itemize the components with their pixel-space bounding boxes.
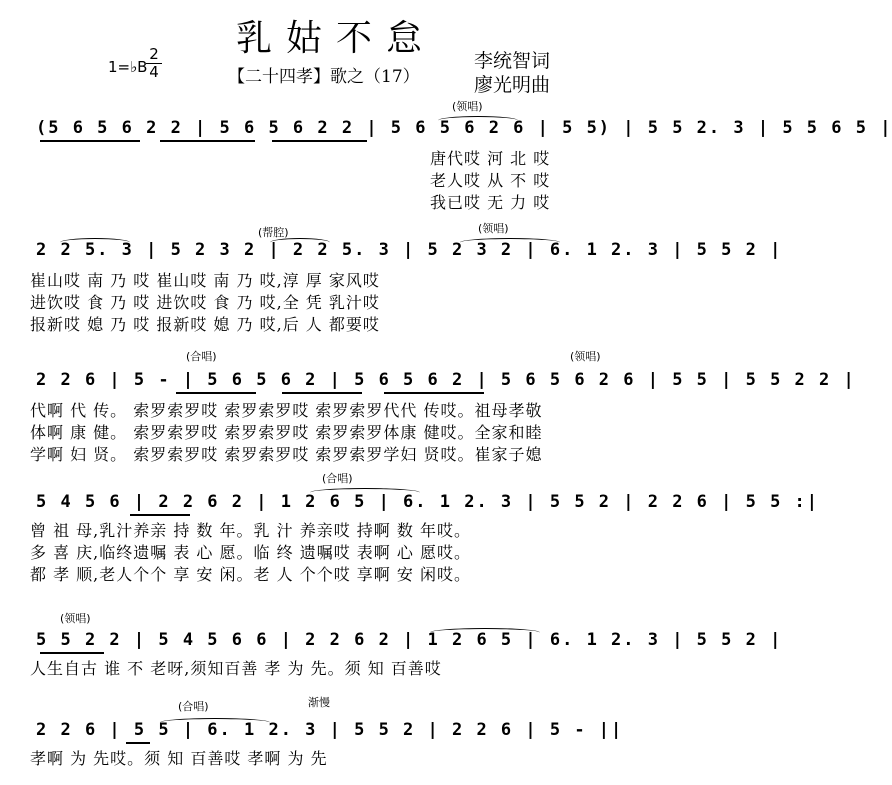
lyric-verse-1: 唐代哎 河 北 哎 [430, 149, 551, 168]
beam [282, 392, 362, 394]
subtitle: 【二十四孝】歌之（17） [228, 67, 420, 87]
cue-label: (合唱) [322, 472, 353, 485]
notation-line: 5 4 5 6 | 2 2 6 2 | 1 2 6 5 | 6. 1 2. 3 | 5 5 2 | 2 2 6 | 5 5 :| [36, 492, 820, 512]
lyric-verse-3: 我已哎 无 力 哎 [430, 193, 551, 212]
song-title: 乳姑不怠 [235, 18, 436, 59]
beam [40, 140, 140, 142]
cue-label: (领唱) [60, 612, 91, 625]
composer: 廖光明曲 [474, 74, 551, 96]
slur [60, 238, 130, 247]
beam [130, 514, 190, 516]
beam [160, 140, 255, 142]
lyric-verse-2: 进饮哎 食 乃 哎 进饮哎 食 乃 哎,全 凭 乳汁哎 [30, 293, 380, 312]
beam [384, 392, 484, 394]
lyric-verse-3: 学啊 妇 贤。 索罗索罗哎 索罗索罗哎 索罗索罗学妇 贤哎。崔家子媳 [30, 445, 543, 464]
meter-denominator: 4 [146, 63, 162, 81]
lyric-verse-2: 多 喜 庆,临终遗嘱 表 心 愿。临 终 遗嘱哎 表啊 心 愿哎。 [30, 543, 471, 562]
lyric-verse-2: 老人哎 从 不 哎 [430, 171, 551, 190]
cue-label: (合唱) [178, 700, 209, 713]
lyric-verse-1: 曾 祖 母,乳汁养亲 持 数 年。乳 汁 养亲哎 持啊 数 年哎。 [30, 521, 471, 540]
notation-line: 5 5 2 2 | 5 4 5 6 6 | 2 2 6 2 | 1 2 6 5 | 6. 1 2. 3 | 5 5 2 | [36, 630, 783, 650]
beam [126, 742, 150, 744]
slur [310, 488, 420, 497]
lyric-verse-1: 崔山哎 南 乃 哎 崔山哎 南 乃 哎,淳 厚 家风哎 [30, 271, 380, 290]
notation-line: 2 2 6 | 5 5 | 6. 1 2. 3 | 5 5 2 | 2 2 6 | 5 - || [36, 720, 624, 740]
slur [438, 116, 518, 125]
cue-label: (帮腔) [258, 226, 289, 239]
beam [176, 392, 256, 394]
lyric-verse-1: 代啊 代 传。 索罗索罗哎 索罗索罗哎 索罗索罗代代 传哎。祖母孝敬 [30, 401, 543, 420]
tempo-marking: 渐慢 [308, 696, 330, 709]
lyric-verse-2: 体啊 康 健。 索罗索罗哎 索罗索罗哎 索罗索罗体康 健哎。全家和睦 [30, 423, 543, 442]
lyric-verse-1: 孝啊 为 先哎。须 知 百善哎 孝啊 为 先 [30, 749, 328, 768]
meter-numerator: 2 [149, 45, 159, 63]
lyric-verse-3: 都 孝 顺,老人个个 享 安 闲。老 人 个个哎 享啊 安 闲哎。 [30, 565, 471, 584]
slur [460, 238, 560, 247]
lyric-verse-1: 人生自古 谁 不 老呀,须知百善 孝 为 先。须 知 百善哎 [30, 659, 442, 678]
slur [160, 718, 270, 727]
lyricist: 李统智词 [474, 50, 551, 72]
lyric-verse-3: 报新哎 媳 乃 哎 报新哎 媳 乃 哎,后 人 都要哎 [30, 315, 380, 334]
key-signature: 1=♭B [108, 58, 148, 76]
slur [430, 628, 540, 637]
notation-line: (5 6 5 6 2 2 | 5 6 5 6 2 2 | 5 6 5 6 2 6 | 5 5) | 5 5 2. 3 | 5 5 6 5 | [36, 118, 892, 138]
notation-line: 2 2 6 | 5 - | 5 6 5 6 2 | 5 6 5 6 2 | 5 6 5 6 2 6 | 5 5 | 5 5 2 2 | [36, 370, 856, 390]
cue-label: (领唱) [570, 350, 601, 363]
notation-line: 2 2 5. 3 | 5 2 3 2 | 2 2 5. 3 | 5 2 3 2 | 6. 1 2. 3 | 5 5 2 | [36, 240, 783, 260]
cue-label: (领唱) [478, 222, 509, 235]
slur [270, 238, 330, 247]
beam [40, 652, 104, 654]
cue-label: (领唱) [452, 100, 483, 113]
beam [272, 140, 367, 142]
time-signature [146, 46, 162, 81]
cue-label: (合唱) [186, 350, 217, 363]
